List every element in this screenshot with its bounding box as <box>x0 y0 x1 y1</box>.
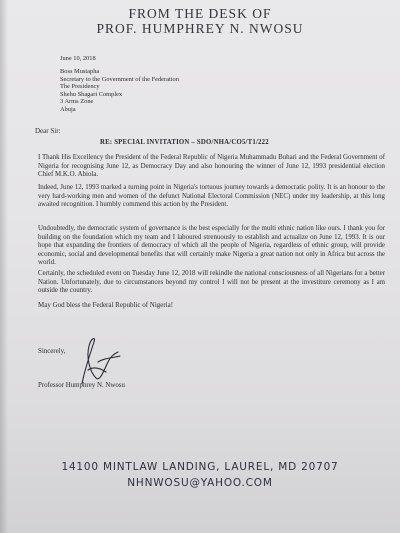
recipient-line: 3 Arms Zone <box>60 98 94 106</box>
body-paragraph: I Thank His Excellency the President of the Federal Republic of Nigeria Muhammadu Buhari and the Federal Government of Nigeria for recognising June 12, as Democracy Day and also honouring the winner of June 12, 1993 presidential election Chief M.K.O. Abiola. <box>38 154 385 179</box>
letterhead-line-1: FROM THE DESK OF <box>128 6 272 21</box>
recipient-line: Boss Mustapha <box>60 68 100 75</box>
recipient-line: Secretary to the Government of the Federation <box>60 75 179 83</box>
body-paragraph: Indeed, June 12, 1993 marked a turning point in Nigeria's tortuous journey towards a democratic polity. It is an honour to the very hard-working men and women of the defunct National Electoral Commission (NEC) under my leadership, at this long awaited recognition. I humbly commend this action by the President. <box>38 184 385 209</box>
recipient-line: Abuja <box>60 105 76 113</box>
closing: Sincerely, <box>38 348 66 355</box>
signatory-name: Professor Humphrey N. Nwosu <box>38 382 125 389</box>
recipient-line: The Presidency <box>60 83 100 91</box>
page-shadow <box>0 0 8 533</box>
footer-address: 14100 MINTLAW LANDING, LAUREL, MD 20707 <box>61 461 339 473</box>
recipient-line: Shehu Shagari Complex <box>60 90 123 98</box>
salutation: Dear Sir: <box>35 127 61 135</box>
subject-line: RE: SPECIAL INVITATION – SDO/NHA/CO5/T1/222 <box>100 139 269 146</box>
body-paragraph: Undoubtedly, the democratic system of governance is the best especially for the multi ethnic nation like ours. I thank you for building on the foundation which my team and I laboured strenuously to establish and actualize on June 12, 1993. It is our hope that expanding the frontiers of democracy of which all the people of Nigeria, regardless of ethnic group, will provide economic, social and developmental benefits that will certainly make Nigeria a great nation not only in Africa but across the world. <box>38 225 385 267</box>
letterhead-line-2: PROF. HUMPHREY N. NWOSU <box>96 21 304 36</box>
blessing-line: May God bless the Federal Republic of Nigeria! <box>38 301 174 309</box>
footer-email: NHNWOSU@YAHOO.COM <box>127 477 273 489</box>
recipient-address <box>60 68 179 114</box>
letter-date: June 10, 2018 <box>60 55 96 62</box>
body-paragraph: Certainly, the scheduled event on Tuesday June 12, 2018 will rekindle the national consciousness of all Nigerians for a better Nation. Unfortunately, due to circumstances beyond my control I will not be present at the investiture ceremony as I am outside the country. <box>38 270 385 295</box>
